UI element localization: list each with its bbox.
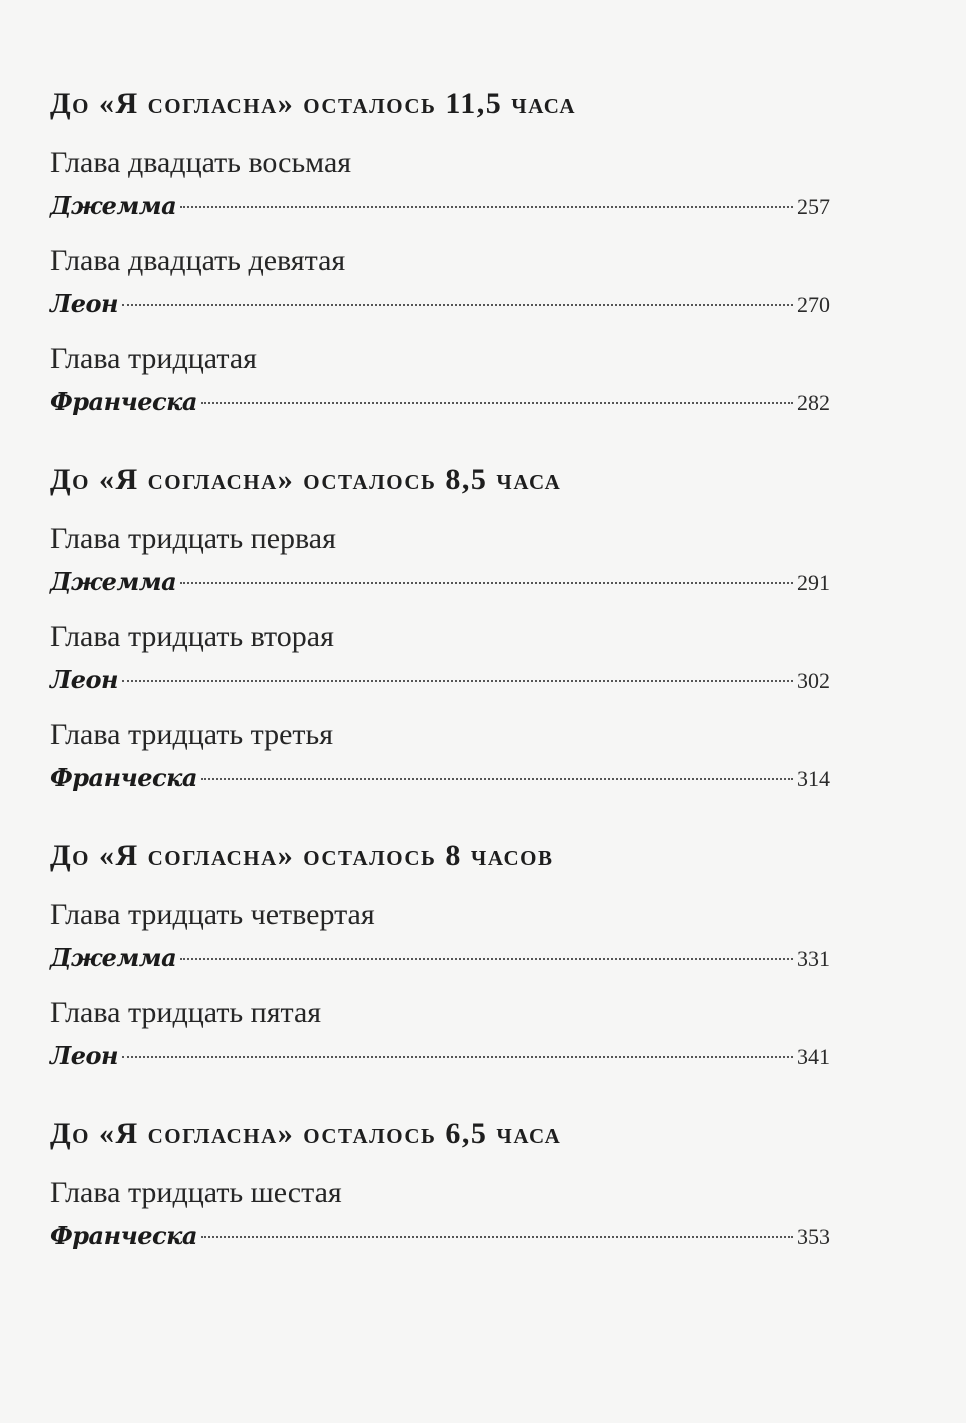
toc-entry	[50, 520, 830, 606]
toc-part	[50, 836, 830, 1080]
chapter-title: Глава тридцать шестая	[50, 1176, 342, 1209]
dot-leader	[122, 680, 793, 682]
narrator-name: Джемма	[50, 191, 177, 220]
page-number: 314	[797, 766, 830, 791]
toc-row	[50, 934, 830, 982]
page-number: 282	[797, 390, 830, 415]
toc-part	[50, 460, 830, 802]
narrator-name: Джемма	[50, 567, 177, 596]
part-title: До «Я согласна» осталось 6,5 часа	[50, 1117, 562, 1150]
page-number: 270	[797, 292, 830, 317]
part-title: До «Я согласна» осталось 8,5 часа	[50, 463, 562, 496]
toc-entry	[50, 340, 830, 426]
toc-row	[50, 754, 830, 802]
page-number: 353	[797, 1224, 830, 1249]
chapter-title: Глава тридцать пятая	[50, 996, 322, 1029]
part-title: До «Я согласна» осталось 11,5 часа	[50, 87, 577, 120]
dot-leader	[122, 304, 793, 306]
toc-row	[50, 378, 830, 426]
narrator-name: Леон	[50, 1041, 118, 1070]
toc-entry	[50, 994, 830, 1080]
chapter-title: Глава тридцать первая	[50, 522, 336, 555]
narrator-name: Джемма	[50, 943, 177, 972]
chapter-title: Глава тридцатая	[50, 342, 257, 375]
page-number: 341	[797, 1044, 830, 1069]
dot-leader	[201, 402, 793, 404]
toc-row	[50, 280, 830, 328]
chapter-title: Глава тридцать четвертая	[50, 898, 375, 931]
page-number: 291	[797, 570, 830, 595]
toc-entry	[50, 144, 830, 230]
page-number: 302	[797, 668, 830, 693]
chapter-title: Глава тридцать третья	[50, 718, 334, 751]
narrator-name: Франческа	[50, 1221, 197, 1250]
page-number: 257	[797, 194, 830, 219]
toc-row	[50, 656, 830, 704]
toc-entry	[50, 242, 830, 328]
narrator-name: Леон	[50, 665, 118, 694]
dot-leader	[201, 1236, 793, 1238]
narrator-name: Франческа	[50, 387, 197, 416]
dot-leader	[201, 778, 793, 780]
dot-leader	[180, 582, 793, 584]
chapter-title: Глава двадцать восьмая	[50, 146, 352, 179]
toc-part	[50, 84, 830, 426]
toc-row	[50, 558, 830, 606]
part-title: До «Я согласна» осталось 8 часов	[50, 839, 554, 872]
page-number: 331	[797, 946, 830, 971]
toc-entry	[50, 618, 830, 704]
toc-entry	[50, 1174, 830, 1260]
toc-row	[50, 1032, 830, 1080]
narrator-name: Франческа	[50, 763, 197, 792]
dot-leader	[180, 958, 793, 960]
toc-row	[50, 182, 830, 230]
dot-leader	[180, 206, 793, 208]
chapter-title: Глава двадцать девятая	[50, 244, 346, 277]
narrator-name: Леон	[50, 289, 118, 318]
toc-part	[50, 1114, 830, 1260]
chapter-title: Глава тридцать вторая	[50, 620, 334, 653]
toc-row	[50, 1212, 830, 1260]
toc-entry	[50, 716, 830, 802]
toc-entry	[50, 896, 830, 982]
dot-leader	[122, 1056, 793, 1058]
